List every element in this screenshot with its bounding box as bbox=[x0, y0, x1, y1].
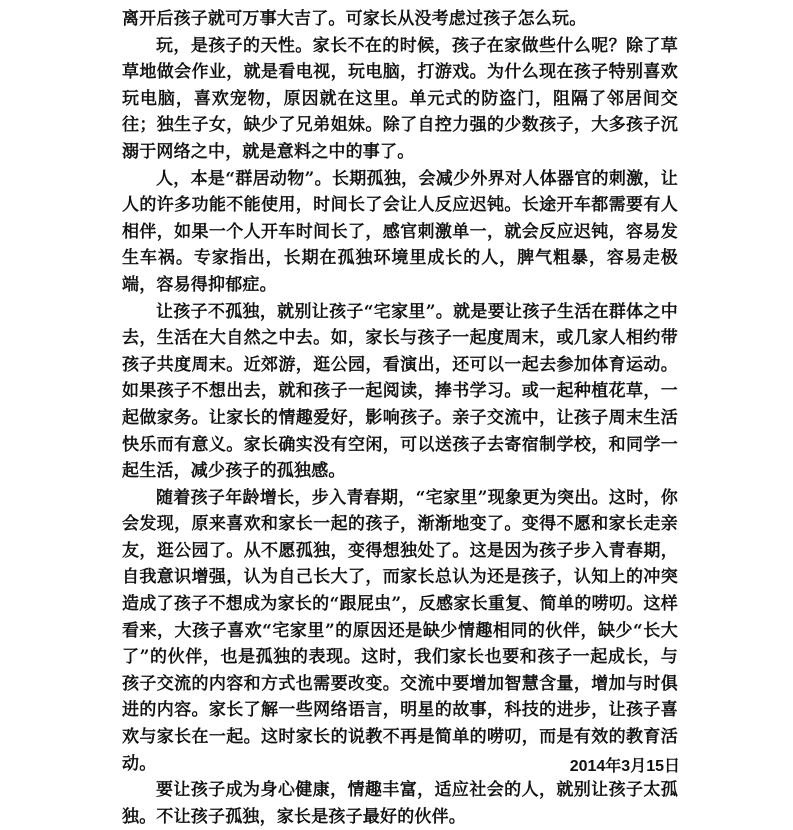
document-date: 2014年3月15日 bbox=[569, 758, 680, 775]
paragraph-2: 玩，是孩子的天性。家长不在的时候，孩子在家做些什么呢？除了草草地做会作业，就是看电视，玩电脑，打游戏。为什么现在孩子特别喜欢玩电脑，喜欢宠物，原因就在这里。单元式的防盗门，阻隔了邻居间交往；独生子女，缺少了兄弟姐妹。除了自控力强的少数孩子，大多孩子沉溺于网络之中，就是意料之中的事了。 bbox=[122, 35, 678, 162]
paragraph-5: 随着孩子年龄增长，步入青春期，“宅家里”现象更为突出。这时，你会发现，原来喜欢和家长一起的孩子，渐渐地变了。变得不愿和家长走亲友，逛公园了。从不愿孤独，变得想独处了。这是因为孩子步入青春期，自我意识增强，认为自己长大了，而家长总认为还是孩子，认知上的冲突造成了孩子不想成为家长的“跟屁虫”，反感家长重复、简单的唠叨。这样看来，大孩子喜欢“宅家里”的原因还是缺少情趣相同的伙伴，缺少“长大了”的伙伴，也是孤独的表现。这时，我们家长也要和孩子一起成长，与孩子交流的内容和方式也需要改变。交流中要增加智慧含量，增加与时俱进的内容。家长了解一些网络语言，明星的故事，科技的进步，让孩子喜欢与家长在一起。这时家长的说教不再是简单的唠叨，而是有效的教育活动。 bbox=[122, 487, 678, 774]
paragraph-4: 让孩子不孤独，就别让孩子“宅家里”。就是要让孩子生活在群体之中去，生活在大自然之中去。如，家长与孩子一起度周末，或几家人相约带孩子共度周末。近郊游，逛公园，看演出，还可以一起去参加体育运动。如果孩子不想出去，就和孩子一起阅读，捧书学习。或一起种植花草，一起做家务。让家长的情趣爱好，影响孩子。亲子交流中，让孩子周末生活快乐而有意义。家长确实没有空闲，可以送孩子去寄宿制学校，和同学一起生活，减少孩子的孤独感。 bbox=[122, 301, 678, 482]
paragraph-6: 要让孩子成为身心健康，情趣丰富，适应社会的人，就别让孩子太孤独。不让孩子孤独，家长是孩子最好的伙伴。 bbox=[122, 780, 678, 827]
paragraph-3: 人，本是“群居动物”。长期孤独，会减少外界对人体器官的刺激，让人的许多功能不能使用，时间长了会让人反应迟钝。长途开车都需要有人相伴，如果一个人开车时间长了，感官刺激单一，就会反应迟钝，容易发生车祸。专家指出，长期在孤独环境里成长的人，脾气粗暴，容易走极端，容易得抑郁症。 bbox=[122, 168, 678, 295]
paragraph-1: 离开后孩子就可万事大吉了。可家长从没考虑过孩子怎么玩。 bbox=[122, 9, 587, 29]
article-body bbox=[122, 6, 678, 830]
